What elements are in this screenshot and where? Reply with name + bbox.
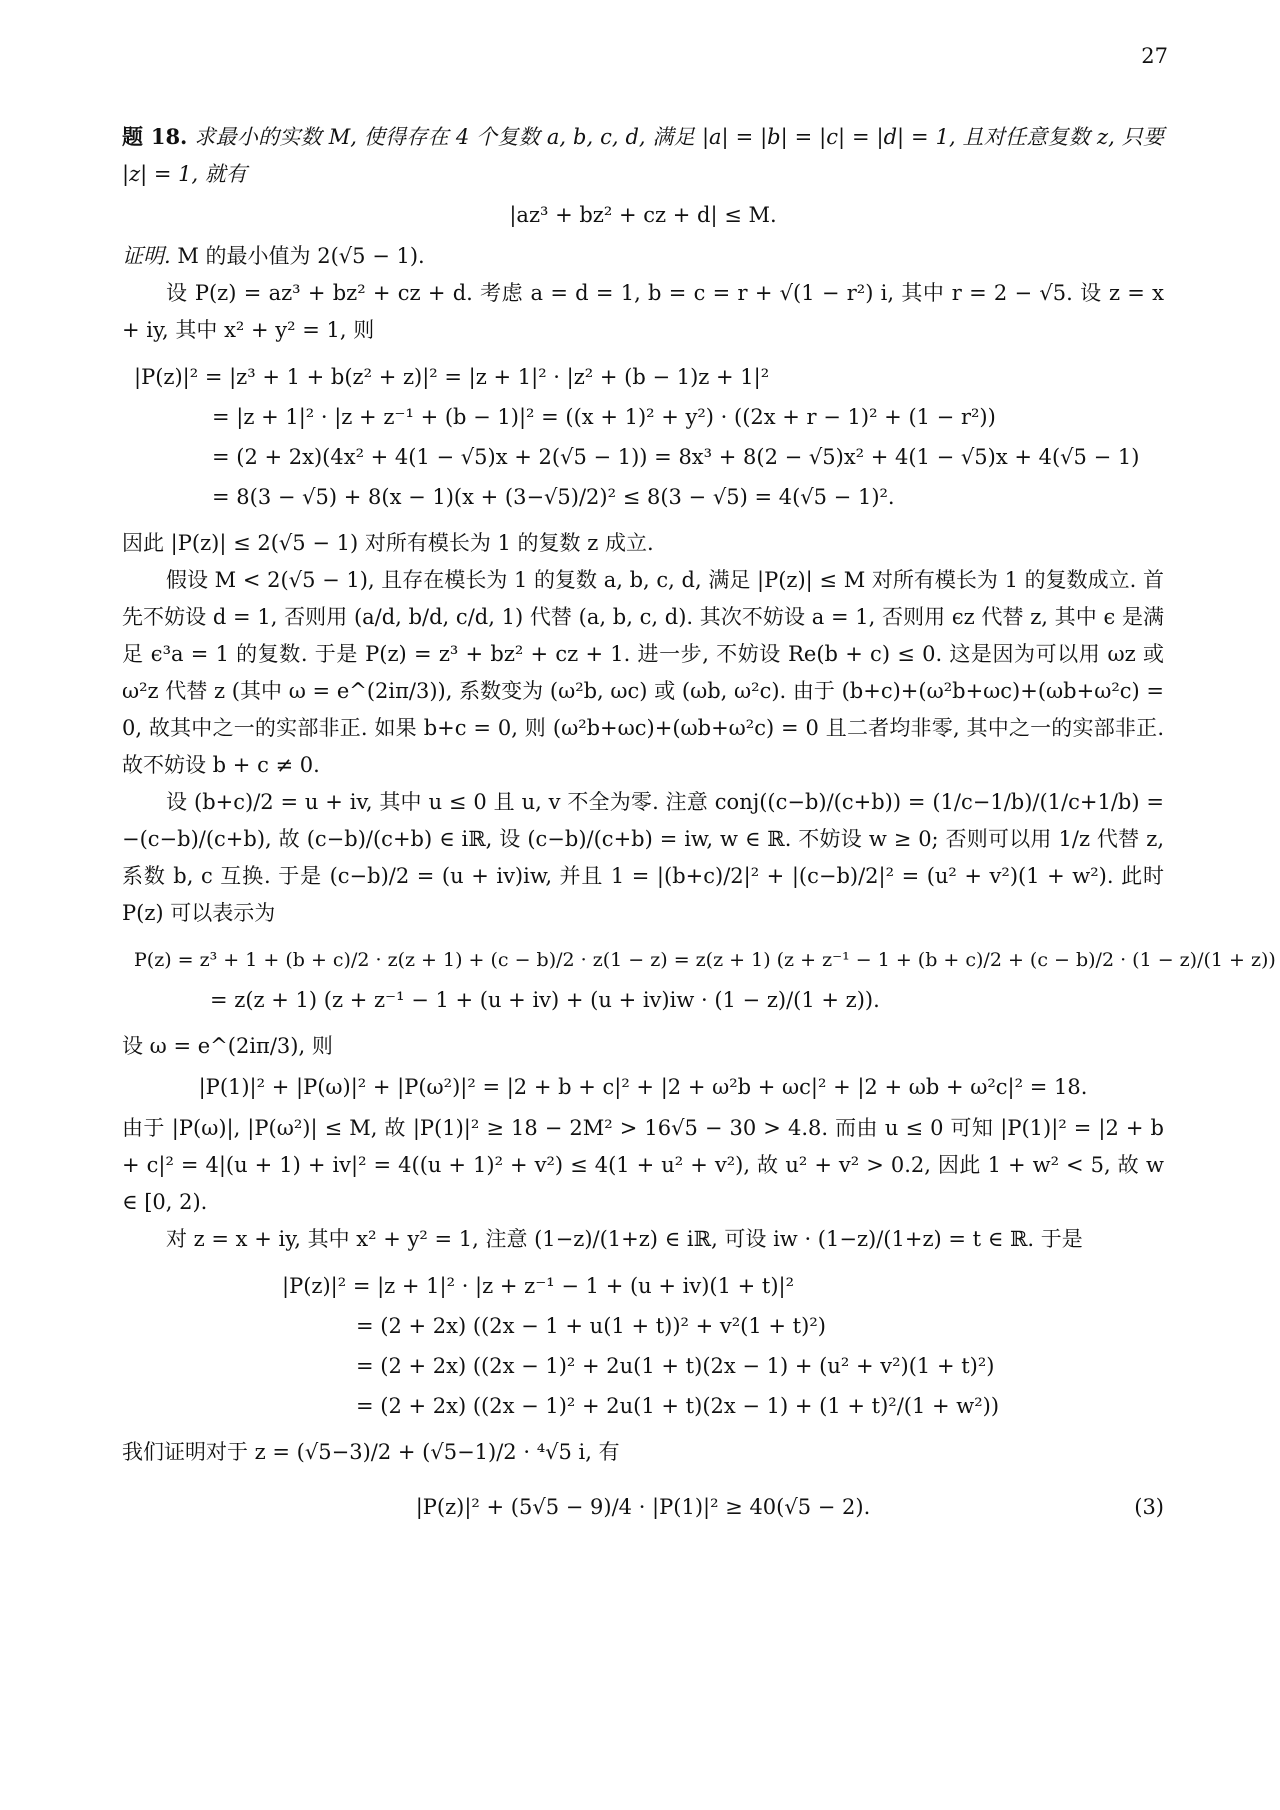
proof-paragraph-3: 设 (b+c)/2 = u + iv, 其中 u ≤ 0 且 u, v 不全为零. 注意 conj((c−b)/(c+b)) = (1/c−1/b)/(1/c+1/b) = −(c−b)/(c+b), 故 (c−b)/(c+b) ∈ iℝ, 设 (c−b)/(c+b) = iw, w ∈ ℝ. 不妨设 w ≥ 0; 否则可以用 1/z 代替 z, 系数 b, c 互换. 于是 (c−b)/2 = (u + iv)iw, 并且 1 = |(b+c)/2|² + |(c−b)/2|² = (u² + v²)(1 + w²). 此时 P(z) 可以表示为 [122,790,1164,925]
eq4-line-3: = (2 + 2x) ((2x − 1)² + 2u(1 + t)(2x − 1) + (u² + v²)(1 + t)²) [356,1354,995,1378]
proof-paragraph-5: 对 z = x + iy, 其中 x² + y² = 1, 注意 (1−z)/(1+z) ∈ iℝ, 可设 iw · (1−z)/(1+z) = t ∈ ℝ. 于是 [166,1227,1083,1251]
eq2-line-1: P(z) = z³ + 1 + (b + c)/2 · z(z + 1) + (c − b)/2 · z(1 − z) = z(z + 1) (z + z⁻¹ − 1 + (b + c)/2 + (c − b)/2 · (1 − z)/(1 + z)) [134,949,1276,971]
equation-number: (3) [1134,1495,1164,1519]
eq1-line-3: = (2 + 2x)(4x² + 4(1 − √5)x + 2(√5 − 1)) = 8x³ + 8(2 − √5)x² + 4(1 − √5)x + 4(√5 − 1) [212,445,1140,469]
page-body [122,118,1276,1544]
omega-definition: 设 ω = e^(2iπ/3), 则 [122,1034,333,1058]
eq1-line-2: = |z + 1|² · |z + z⁻¹ + (b − 1)|² = ((x + 1)² + y²) · ((2x + r − 1)² + (1 − r²)) [212,405,996,429]
proof-first-line [122,238,1164,275]
proof-paragraph-6: 我们证明对于 z = (√5−3)/2 + (√5−1)/2 · ⁴√5 i, 有 [122,1440,620,1464]
proof-paragraph-2: 假设 M < 2(√5 − 1), 且存在模长为 1 的复数 a, b, c, d, 满足 |P(z)| ≤ M 对所有模长为 1 的复数成立. 首先不妨设 d = 1, 否则用 (a/d, b/d, c/d, 1) 代替 (a, b, c, d). 其次不妨设 a = 1, 否则用 ϵz 代替 z, 其中 ϵ 是满足 ϵ³a = 1 的复数. 于是 P(z) = z³ + bz² + cz + 1. 进一步, 不妨设 Re(b + c) ≤ 0. 这是因为可以用 ωz 或 ω²z 代替 z (其中 ω = e^(2iπ/3)), 系数变为 (ω²b, ωc) 或 (ωb, ω²c). 由于 (b+c)+(ω²b+ωc)+(ωb+ω²c) = 0, 故其中之一的实部非正. 如果 b+c = 0, 则 (ω²b+ωc)+(ωb+ω²c) = 0 且二者均非零, 其中之一的实部非正. 故不妨设 b + c ≠ 0. [122,568,1164,777]
equation-5-body: |P(z)|² + (5√5 − 9)/4 · |P(1)|² ≥ 40(√5 − 2). [415,1495,871,1519]
proof-answer: M 的最小值为 2(√5 − 1). [177,244,425,268]
equation-3: |P(1)|² + |P(ω)|² + |P(ω²)|² = |2 + b + c|² + |2 + ω²b + ωc|² + |2 + ωb + ω²c|² = 18. [198,1075,1088,1099]
equation-block-2 [134,940,1276,1020]
proof-label: 证明. [122,244,171,268]
eq4-line-1: |P(z)|² = |z + 1|² · |z + z⁻¹ − 1 + (u + iv)(1 + t)|² [282,1274,795,1298]
problem-display-equation: |az³ + bz² + cz + d| ≤ M. [509,203,777,227]
eq1-line-1: |P(z)|² = |z³ + 1 + b(z² + z)|² = |z + 1|² · |z² + (b − 1)z + 1|² [134,365,770,389]
problem-statement [122,118,1164,193]
proof-paragraph-4: 由于 |P(ω)|, |P(ω²)| ≤ M, 故 |P(1)|² ≥ 18 − 2M² > 16√5 − 30 > 4.8. 而由 u ≤ 0 可知 |P(1)|² = |2 + b + c|² = 4|(u + 1) + iv|² = 4((u + 1)² + v²) ≤ 4(1 + u² + v²), 故 u² + v² > 0.2, 因此 1 + w² < 5, 故 w ∈ [0, 2). [122,1116,1164,1214]
eq4-line-4: = (2 + 2x) ((2x − 1)² + 2u(1 + t)(2x − 1) + (1 + t)²/(1 + w²)) [356,1394,1000,1418]
proof-conclusion: 因此 |P(z)| ≤ 2(√5 − 1) 对所有模长为 1 的复数 z 成立. [122,531,654,555]
equation-block-4 [282,1266,1164,1426]
eq2-line-2: = z(z + 1) (z + z⁻¹ − 1 + (u + iv) + (u + iv)iw · (1 − z)/(1 + z)). [210,988,880,1012]
problem-label: 题 18. [122,124,188,149]
page-number: 27 [1141,44,1168,68]
proof-setup: 设 P(z) = az³ + bz² + cz + d. 考虑 a = d = 1, b = c = r + √(1 − r²) i, 其中 r = 2 − √5. 设 z = x + iy, 其中 x² + y² = 1, 则 [122,281,1164,342]
problem-text: 求最小的实数 M, 使得存在 4 个复数 a, b, c, d, 满足 |a| = |b| = |c| = |d| = 1, 且对任意复数 z, 只要 |z| = 1, 就有 [122,125,1164,186]
equation-block-1 [134,357,1164,517]
eq1-line-4: = 8(3 − √5) + 8(x − 1)(x + (3−√5)/2)² ≤ 8(3 − √5) = 4(√5 − 1)². [212,485,895,509]
eq4-line-2: = (2 + 2x) ((2x − 1 + u(1 + t))² + v²(1 + t)²) [356,1314,826,1338]
equation-5 [122,1489,1164,1526]
